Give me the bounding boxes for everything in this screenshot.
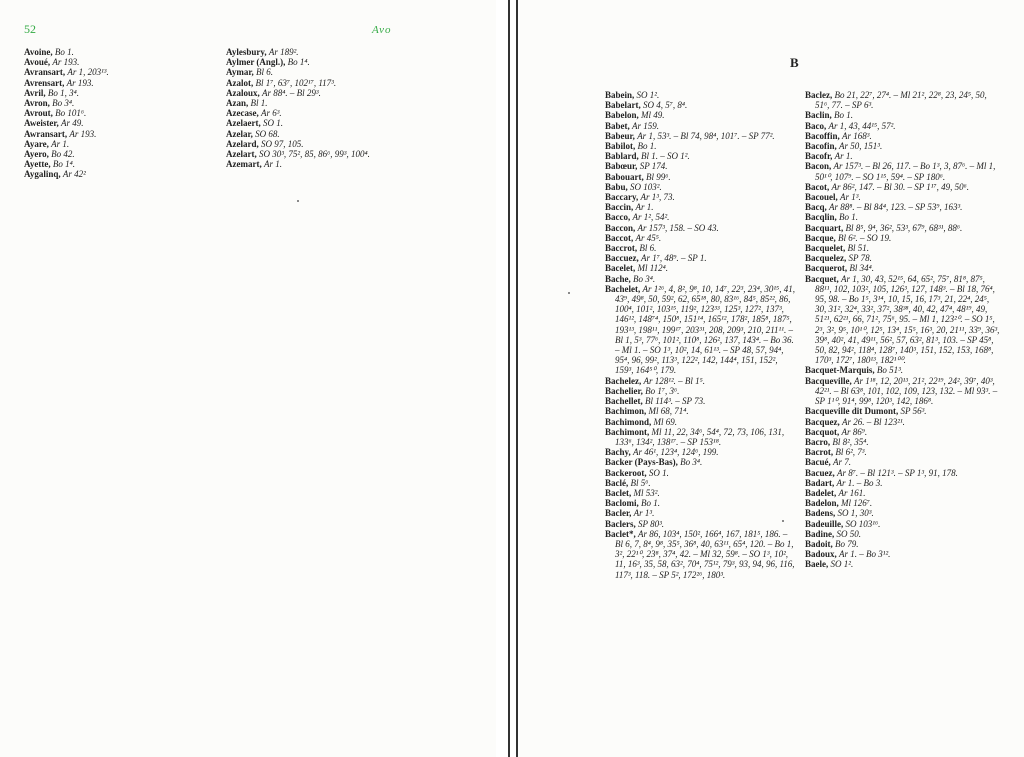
entry-references: Bo 51³. bbox=[876, 365, 904, 376]
entry-headword: Bacrot, bbox=[805, 447, 834, 458]
entry-references: Ml 68, 71⁴. bbox=[648, 406, 689, 417]
entry-headword: Baclin, bbox=[805, 110, 832, 121]
entry-references: Bo 3⁴. bbox=[52, 98, 75, 109]
index-entry bbox=[605, 447, 797, 457]
index-entry bbox=[805, 478, 1000, 488]
entry-headword: Ayero, bbox=[24, 149, 49, 160]
entry-headword: Backer (Pays-Bas), bbox=[605, 457, 678, 468]
entry-references: Bo 1. bbox=[54, 47, 74, 57]
entry-references: Ar 1³. bbox=[633, 508, 655, 519]
index-entry bbox=[605, 223, 797, 233]
index-entry bbox=[226, 118, 441, 128]
entry-headword: Baclet*, bbox=[605, 528, 636, 539]
index-entry bbox=[605, 498, 797, 508]
entry-headword: Baccon, bbox=[605, 222, 636, 233]
entry-headword: Bacquelez, bbox=[805, 253, 847, 264]
entry-headword: Babein, bbox=[605, 90, 635, 100]
speck bbox=[297, 200, 299, 202]
entry-headword: Bache, bbox=[605, 273, 631, 284]
index-entry bbox=[805, 447, 1000, 457]
entry-references: SP 80³. bbox=[638, 518, 665, 529]
index-entry bbox=[805, 263, 1000, 273]
index-entry bbox=[24, 67, 204, 77]
entry-headword: Badoit, bbox=[805, 538, 833, 549]
index-entry bbox=[605, 457, 797, 467]
index-entry bbox=[24, 47, 204, 57]
entry-headword: Ayare, bbox=[24, 138, 49, 149]
entry-headword: Badoux, bbox=[805, 549, 837, 560]
entry-references: Bl 5⁶. bbox=[630, 477, 651, 488]
entry-references: Ar 1⁷, 48⁹. – SP 1. bbox=[641, 253, 707, 264]
index-entry bbox=[805, 519, 1000, 529]
index-entry bbox=[605, 253, 797, 263]
index-entry bbox=[605, 131, 797, 141]
index-entry bbox=[805, 141, 1000, 151]
entry-headword: Babilot, bbox=[605, 141, 636, 152]
entry-headword: Bacofin, bbox=[805, 141, 837, 152]
index-entry bbox=[605, 243, 797, 253]
entry-references: SO 4, 5⁷, 8⁴. bbox=[643, 100, 688, 111]
entry-headword: Bacler, bbox=[605, 508, 632, 519]
entry-headword: Bacot, bbox=[805, 181, 830, 192]
entry-headword: Avrout, bbox=[24, 108, 53, 119]
gutter-line-right bbox=[516, 0, 518, 757]
index-entry bbox=[605, 263, 797, 273]
entry-references: Ar 1²⁶, 4, 8², 9⁸, 10, 14⁷, 22³, 23⁴, 30¹⁵, 41, 43⁹, 49⁸, 50, 59², 62, 65¹⁸, 80, 83¹⁶, 84⁵, 85²², 86, 100⁴, 101², 103¹⁵, 119², 123³³, 125³, 127², 137³, 146¹², 148⁷⁴, 150⁸, 151¹⁴, 165¹², 178², 185⁸, 187⁵, 193¹³, 198¹¹, 199¹⁷, 203³¹, 208, 209³, 210, 211¹¹. – Bl 1, 5³, 77⁶, 101², 110⁸, 126², 137, 143⁴. – Bo 36. – Ml 1. – SO 1³, 10², 14, 61¹³. – SP 48, 57, 94⁴, 95⁴, 96, 99², 113³, 122², 142, 144⁴, 151, 152², 159³, 164⁵⁰, 179. bbox=[615, 283, 795, 376]
entry-references: Bl 6². – SO 19. bbox=[838, 232, 892, 243]
entry-references: Ml 112⁴. bbox=[637, 263, 668, 274]
index-entry bbox=[605, 141, 797, 151]
entry-references: Bo 1. bbox=[834, 110, 854, 121]
entry-references: Ar 1¹⁸, 12, 20¹³, 21², 22¹⁹, 24², 39⁷, 40³, 42²¹. – Bl 63⁸, 101, 102, 109, 123, 132. – Ml 93³. – SP 1¹⁰, 91⁴, 99⁸, 120³, 142, 186⁸. bbox=[815, 375, 998, 407]
entry-headword: Bacuez, bbox=[805, 467, 835, 478]
index-entry bbox=[226, 88, 441, 98]
entry-headword: Baclé, bbox=[605, 477, 629, 488]
index-entry bbox=[605, 161, 797, 171]
entry-references: Ar 193. bbox=[66, 77, 94, 88]
entry-headword: Aylesbury, bbox=[226, 47, 267, 57]
entry-references: Bl 1. bbox=[250, 98, 268, 109]
index-entry bbox=[605, 508, 797, 518]
entry-references: SO 68. bbox=[255, 128, 280, 139]
entry-references: Bl 8², 35⁴. bbox=[832, 436, 869, 447]
entry-headword: Aymar, bbox=[226, 67, 254, 78]
entry-headword: Badelon, bbox=[805, 498, 839, 509]
index-entry bbox=[605, 121, 797, 131]
entry-headword: Avoine, bbox=[24, 47, 53, 57]
index-entry bbox=[226, 108, 441, 118]
entry-references: Bl 114³. – SP 73. bbox=[645, 396, 706, 407]
entry-references: SP 78. bbox=[848, 253, 872, 264]
index-entry bbox=[805, 427, 1000, 437]
index-entry bbox=[605, 100, 797, 110]
index-entry bbox=[805, 233, 1000, 243]
index-entry bbox=[805, 223, 1000, 233]
index-entry bbox=[605, 90, 797, 100]
entry-headword: Bachimond, bbox=[605, 416, 652, 427]
entry-references: SO 103². bbox=[630, 181, 662, 192]
entry-headword: Badeuille, bbox=[805, 518, 844, 529]
entry-headword: Bacqueville, bbox=[805, 375, 852, 386]
index-entry bbox=[605, 519, 797, 529]
entry-headword: Avril, bbox=[24, 87, 46, 98]
entry-headword: Bacqlin, bbox=[805, 212, 837, 223]
speck bbox=[782, 520, 784, 522]
index-column-2 bbox=[226, 47, 441, 169]
entry-references: Bl 6², 7³. bbox=[835, 447, 867, 458]
index-entry bbox=[24, 118, 204, 128]
entry-headword: Bacco, bbox=[605, 212, 631, 223]
section-letter: B bbox=[790, 55, 799, 70]
entry-references: Bo 1. bbox=[641, 498, 660, 509]
index-entry bbox=[805, 457, 1000, 467]
index-entry bbox=[605, 192, 797, 202]
index-entry bbox=[605, 284, 797, 376]
entry-references: Bo 1. bbox=[637, 141, 657, 152]
index-column-3 bbox=[605, 90, 797, 580]
entry-references: Bo 1⁷, 3⁶. bbox=[645, 385, 680, 396]
index-entry bbox=[605, 376, 797, 386]
entry-references: Bo 1⁴. bbox=[52, 159, 75, 170]
entry-headword: Azelar, bbox=[226, 128, 253, 139]
entry-headword: Baccuez, bbox=[605, 253, 639, 264]
entry-headword: Bachellet, bbox=[605, 396, 643, 407]
index-entry bbox=[805, 151, 1000, 161]
entry-headword: Bachelier, bbox=[605, 385, 643, 396]
entry-references: Ar 88⁴. – Bl 29³. bbox=[262, 87, 321, 98]
entry-headword: Bacqueville dit Dumont, bbox=[805, 406, 899, 417]
entry-headword: Bacoffin, bbox=[805, 130, 840, 141]
entry-references: Ar 8⁷. – Bl 121³. – SP 1³, 91, 178. bbox=[837, 467, 958, 478]
running-head: Avo bbox=[372, 24, 392, 36]
entry-headword: Backeroot, bbox=[605, 467, 647, 478]
entry-headword: Bacelet, bbox=[605, 263, 636, 274]
entry-headword: Baco, bbox=[805, 120, 827, 131]
entry-headword: Awransart, bbox=[24, 128, 68, 139]
index-entry bbox=[805, 549, 1000, 559]
index-entry bbox=[605, 406, 797, 416]
index-entry bbox=[605, 478, 797, 488]
index-entry bbox=[805, 121, 1000, 131]
entry-references: Ml 126⁷. bbox=[841, 498, 873, 509]
index-entry bbox=[805, 539, 1000, 549]
entry-references: Ml 69. bbox=[653, 416, 678, 427]
index-entry bbox=[805, 90, 1000, 110]
entry-headword: Aygalinq, bbox=[24, 169, 61, 180]
entry-references: Ar 1. bbox=[635, 202, 654, 213]
entry-references: Ar 157³, 158. – SO 43. bbox=[637, 222, 719, 233]
entry-references: Ar 189². bbox=[268, 47, 299, 57]
entry-references: Bl 6. bbox=[256, 67, 273, 78]
index-entry bbox=[805, 498, 1000, 508]
entry-references: Bl 1. – SO 1². bbox=[641, 151, 690, 162]
entry-headword: Babet, bbox=[605, 120, 630, 131]
speck bbox=[568, 292, 570, 294]
index-entry bbox=[805, 182, 1000, 192]
entry-references: Ar 1. – Bo 3. bbox=[836, 477, 883, 488]
entry-references: Ar 161. bbox=[838, 487, 866, 498]
index-entry bbox=[605, 427, 797, 447]
entry-headword: Badens, bbox=[805, 508, 836, 519]
entry-headword: Baccary, bbox=[605, 192, 639, 203]
entry-references: Ml 49. bbox=[641, 110, 665, 121]
entry-headword: Azelaert, bbox=[226, 118, 261, 129]
entry-headword: Bachelez, bbox=[605, 375, 642, 386]
entry-references: SO 1. bbox=[648, 467, 669, 478]
entry-references: Bo 101⁶. bbox=[55, 108, 87, 119]
entry-headword: Bacquot, bbox=[805, 426, 840, 437]
index-entry bbox=[805, 437, 1000, 447]
entry-references: SO 1². bbox=[636, 90, 660, 100]
index-entry bbox=[605, 110, 797, 120]
entry-headword: Babelart, bbox=[605, 100, 641, 111]
entry-headword: Baccot, bbox=[605, 232, 634, 243]
entry-headword: Baclers, bbox=[605, 518, 636, 529]
entry-headword: Azelart, bbox=[226, 149, 257, 160]
entry-headword: Bacque, bbox=[805, 232, 836, 243]
entry-references: Ar 128¹². – Bl 1⁵. bbox=[643, 375, 706, 386]
index-column-4 bbox=[805, 90, 1000, 570]
entry-references: Ar 6³. bbox=[260, 108, 282, 119]
entry-references: Ar 86⁹. bbox=[841, 426, 868, 437]
entry-headword: Babu, bbox=[605, 181, 628, 192]
index-entry bbox=[805, 417, 1000, 427]
index-entry bbox=[805, 161, 1000, 181]
index-entry bbox=[805, 488, 1000, 498]
entry-references: SP 56³. bbox=[900, 406, 927, 417]
entry-references: SP 174. bbox=[639, 161, 668, 172]
entry-references: Ar 1. bbox=[51, 138, 70, 149]
entry-headword: Azemart, bbox=[226, 159, 262, 170]
index-entry bbox=[805, 212, 1000, 222]
entry-headword: Babouart, bbox=[605, 171, 644, 182]
entry-references: Ar 1. bbox=[834, 151, 853, 162]
entry-references: Bl 1⁷, 63⁷, 102¹⁷, 117³. bbox=[255, 77, 337, 88]
index-entry bbox=[226, 98, 441, 108]
entry-references: Bo 42. bbox=[51, 149, 75, 160]
entry-references: Bo 3⁴. bbox=[680, 457, 703, 468]
index-entry bbox=[805, 274, 1000, 366]
index-entry bbox=[605, 468, 797, 478]
entry-headword: Bacro, bbox=[805, 436, 831, 447]
entry-references: SO 1². bbox=[830, 559, 854, 570]
index-entry bbox=[805, 110, 1000, 120]
page-number: 52 bbox=[24, 22, 36, 36]
index-entry bbox=[24, 139, 204, 149]
entry-headword: Avransart, bbox=[24, 67, 66, 78]
entry-references: SO 97, 105. bbox=[261, 138, 304, 149]
entry-references: Bo 1⁴. bbox=[287, 57, 310, 68]
entry-headword: Baccin, bbox=[605, 202, 634, 213]
entry-references: Ar 26. – Bl 123²¹. bbox=[842, 416, 905, 427]
index-entry bbox=[605, 417, 797, 427]
entry-headword: Bacquart, bbox=[805, 222, 844, 233]
entry-headword: Bacq, bbox=[805, 202, 827, 213]
index-entry bbox=[805, 468, 1000, 478]
index-entry bbox=[605, 212, 797, 222]
entry-references: Bl 8⁵, 9⁴, 36², 53³, 67⁹, 68³¹, 88⁶. bbox=[845, 222, 963, 233]
entry-references: Ar 50, 151³. bbox=[839, 141, 883, 152]
index-entry bbox=[226, 78, 441, 88]
index-entry bbox=[24, 78, 204, 88]
entry-references: Ar 1. – Bo 3¹². bbox=[839, 549, 891, 560]
entry-references: Bl 34⁴. bbox=[849, 263, 874, 274]
index-entry bbox=[226, 139, 441, 149]
entry-headword: Bacquet-Marquis, bbox=[805, 365, 875, 376]
index-entry bbox=[805, 406, 1000, 416]
entry-headword: Babœur, bbox=[605, 161, 638, 172]
entry-headword: Azaloux, bbox=[226, 87, 260, 98]
entry-headword: Azan, bbox=[226, 98, 249, 109]
entry-headword: Baccrot, bbox=[605, 243, 638, 254]
entry-references: Bl 6. bbox=[639, 243, 657, 254]
index-entry bbox=[605, 396, 797, 406]
entry-references: Ar 86, 103⁴, 150², 166⁴, 167, 181⁵, 186. – Bl 6, 7, 8⁴, 9⁸, 35⁵, 36⁸, 40, 63¹¹, 65⁴, 120. – Bo 1, 3², 22¹⁰, 23⁸, 37⁴, 42. – Ml 32, 59⁸. – SO 1³, 10², 11, 16³, 35, 58, 63², 70⁴, 75¹², 79³, 93, 94, 96, 116, 117³, 118. – SP 5², 172²⁶, 180³. bbox=[615, 528, 795, 580]
entry-headword: Bacquez, bbox=[805, 416, 840, 427]
left-page bbox=[0, 0, 496, 757]
entry-references: Ar 1², 54². bbox=[632, 212, 670, 223]
entry-references: SO 103¹⁶. bbox=[845, 518, 881, 529]
index-entry bbox=[605, 202, 797, 212]
entry-headword: Bacquerot, bbox=[805, 263, 848, 274]
entry-headword: Bachimon, bbox=[605, 406, 647, 417]
index-entry bbox=[805, 508, 1000, 518]
entry-headword: Bacué, bbox=[805, 457, 831, 468]
entry-references: Ar 42² bbox=[62, 169, 86, 180]
entry-headword: Babeur, bbox=[605, 130, 635, 141]
entry-headword: Bacouel, bbox=[805, 192, 838, 203]
index-entry bbox=[24, 149, 204, 159]
entry-references: Ml 11, 22, 34⁶, 54⁴, 72, 73, 106, 131, 133⁶, 134², 138¹⁷. – SP 153¹⁸. bbox=[615, 426, 785, 447]
entry-references: Bo 21, 22⁷, 27⁴. – Ml 21², 22⁸, 23, 24⁵, 50, 51⁶, 77. – SP 6³. bbox=[815, 90, 987, 111]
entry-headword: Avoué, bbox=[24, 57, 51, 68]
index-entry bbox=[605, 233, 797, 243]
entry-headword: Bachy, bbox=[605, 447, 631, 458]
entry-headword: Badine, bbox=[805, 528, 835, 539]
entry-references: Bo 1. bbox=[839, 212, 859, 223]
entry-references: SO 1, 30³. bbox=[837, 508, 874, 519]
index-entry bbox=[226, 129, 441, 139]
index-entry bbox=[605, 151, 797, 161]
index-entry bbox=[605, 529, 797, 580]
entry-headword: Azalot, bbox=[226, 77, 254, 88]
index-entry bbox=[24, 108, 204, 118]
entry-references: Ar 159. bbox=[632, 120, 659, 131]
index-entry bbox=[805, 376, 1000, 407]
entry-headword: Bacquelet, bbox=[805, 243, 846, 254]
entry-references: Bl 99⁶. bbox=[646, 171, 671, 182]
index-entry bbox=[24, 159, 204, 169]
entry-references: Bl 51. bbox=[847, 243, 869, 254]
entry-headword: Baele, bbox=[805, 559, 829, 570]
entry-references: SO 1. bbox=[262, 118, 283, 129]
index-entry bbox=[24, 98, 204, 108]
entry-headword: Babelon, bbox=[605, 110, 639, 121]
entry-references: Bo 79. bbox=[835, 538, 859, 549]
index-entry bbox=[605, 386, 797, 396]
entry-headword: Avron, bbox=[24, 98, 50, 109]
index-entry bbox=[24, 88, 204, 98]
index-entry bbox=[805, 131, 1000, 141]
entry-references: Ar 1³, 73. bbox=[640, 192, 675, 203]
entry-references: Ar 88⁸. – Bl 84⁴, 123. – SP 53⁹, 163³. bbox=[829, 202, 963, 213]
index-entry bbox=[226, 67, 441, 77]
entry-references: Ar 1, 203¹³. bbox=[67, 67, 109, 78]
index-entry bbox=[805, 559, 1000, 569]
entry-headword: Bablard, bbox=[605, 151, 639, 162]
entry-references: Ar 45⁵. bbox=[635, 232, 662, 243]
index-entry bbox=[605, 274, 797, 284]
gutter-line-left bbox=[508, 0, 510, 757]
index-entry bbox=[24, 129, 204, 139]
entry-references: Ar 7. bbox=[833, 457, 851, 468]
entry-references: Bo 3⁴. bbox=[633, 273, 656, 284]
entry-references: Ar 1, 43, 44¹⁵, 57². bbox=[828, 120, 896, 131]
index-entry bbox=[805, 365, 1000, 375]
index-entry bbox=[805, 202, 1000, 212]
index-entry bbox=[805, 243, 1000, 253]
index-entry bbox=[605, 172, 797, 182]
entry-references: Ar 1, 30, 43, 52¹⁵, 64, 65², 75⁷, 81⁸, 87⁵, 88¹¹, 102, 103², 105, 126³, 127, 148³. – Bl 18, 76⁴, 95, 98. – Bo 1⁵, 3¹⁴, 10, 15, 16, 17³, 21, 22⁴, 24⁵, 30, 31², 32⁴, 33², 37², 38³⁸, 40, 42, 47⁴, 48¹⁹, 49, 51²¹, 62²¹, 66, 71², 75⁶, 95. – Ml 1, 123²⁰. – SO 1⁵, 2³, 3², 9⁵, 10¹⁰, 12⁵, 13⁴, 15⁵, 16³, 20, 21¹¹, 33⁹, 36³, 39⁸, 40², 41, 49¹¹, 56², 57, 63², 81³, 103. – SP 45⁸, 50, 82, 94², 118⁴, 128⁷, 140³, 151, 152, 153, 168⁸, 170³, 172⁷, 180¹³, 182¹⁰⁰. bbox=[815, 273, 1000, 366]
entry-headword: Bacon, bbox=[805, 161, 832, 172]
entry-headword: Baclomi, bbox=[605, 498, 639, 509]
index-entry bbox=[24, 169, 204, 179]
index-entry bbox=[805, 192, 1000, 202]
index-entry bbox=[226, 47, 441, 57]
entry-headword: Azelard, bbox=[226, 138, 259, 149]
entry-headword: Bacofr, bbox=[805, 151, 833, 162]
index-entry bbox=[605, 182, 797, 192]
entry-references: Ar 168³. bbox=[842, 130, 872, 141]
index-entry bbox=[805, 529, 1000, 539]
entry-headword: Aweister, bbox=[24, 118, 59, 129]
index-entry bbox=[805, 253, 1000, 263]
entry-headword: Bacquet, bbox=[805, 273, 839, 284]
entry-headword: Ayette, bbox=[24, 159, 51, 170]
entry-references: Ar 46¹, 123⁴, 124⁶, 199. bbox=[633, 447, 719, 458]
entry-headword: Bachelet, bbox=[605, 283, 641, 294]
entry-headword: Badart, bbox=[805, 477, 835, 488]
entry-references: Ar 193. bbox=[69, 128, 97, 139]
entry-references: Ar 157³. – Bl 26, 117. – Bo 1³, 3, 87⁶. – Ml 1, 50¹⁰, 107⁹. – SO 1¹⁵, 59⁴. – SP 180⁶. bbox=[815, 161, 996, 182]
entry-references: Ar 1. bbox=[263, 159, 282, 170]
entry-headword: Badelet, bbox=[805, 487, 837, 498]
right-page bbox=[520, 0, 1024, 757]
index-entry bbox=[226, 149, 441, 159]
index-column-1 bbox=[24, 47, 204, 180]
entry-references: Ar 1, 53³. – Bl 74, 98⁴, 101⁷. – SP 77². bbox=[637, 130, 775, 141]
entry-headword: Baclez, bbox=[805, 90, 833, 100]
entry-references: SO 50. bbox=[836, 528, 862, 539]
entry-references: Ar 86², 147. – Bl 30. – SP 1¹⁷, 49, 50⁶. bbox=[831, 181, 969, 192]
index-entry bbox=[24, 57, 204, 67]
entry-references: Ml 53². bbox=[633, 487, 660, 498]
entry-headword: Avrensart, bbox=[24, 77, 65, 88]
entry-headword: Aylmer (Angl.), bbox=[226, 57, 286, 68]
entry-headword: Baclet, bbox=[605, 487, 632, 498]
index-entry bbox=[605, 488, 797, 498]
entry-references: Ar 193. bbox=[52, 57, 80, 68]
entry-references: Ar 1³. bbox=[840, 192, 861, 203]
index-entry bbox=[226, 159, 441, 169]
entry-references: Bo 1, 3⁴. bbox=[47, 87, 79, 98]
entry-references: Ar 49. bbox=[61, 118, 84, 129]
index-entry bbox=[226, 57, 441, 67]
entry-headword: Azecase, bbox=[226, 108, 259, 119]
entry-headword: Bachimont, bbox=[605, 426, 650, 437]
entry-references: SO 30³, 75², 85, 86⁶, 99³, 100⁴. bbox=[258, 149, 370, 160]
